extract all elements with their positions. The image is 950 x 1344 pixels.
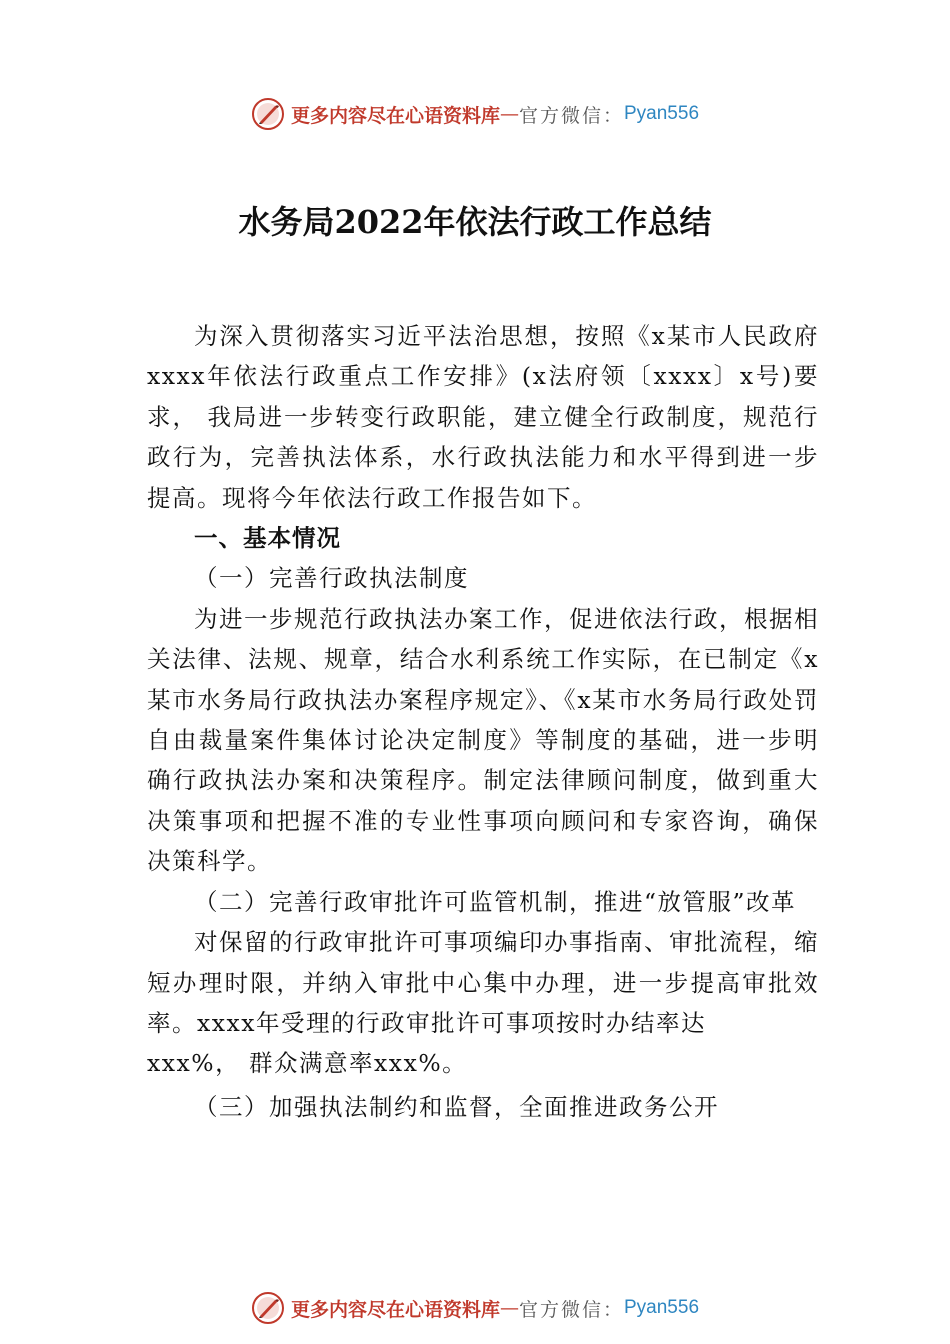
footer-watermark-banner xyxy=(0,1288,950,1328)
subsection-heading-2: （二）完善行政审批许可监管机制，推进“放管服”改革 xyxy=(194,887,797,916)
banner-wechat-id: Pyan556 xyxy=(624,1297,700,1318)
subsection-2-paragraph-cont: xxx%， 群众满意率xxx%。 xyxy=(147,1049,468,1078)
banner-wechat-id: Pyan556 xyxy=(624,103,700,124)
subsection-2-paragraph: 对保留的行政审批许可事项编印办事指南、审批流程，缩短办理时限，并纳入审批中心集中办理，进一步提高审批效率。xxxx年受理的行政审批许可事项按时办结率达 xyxy=(147,928,819,1037)
subsection-heading-3: （三）加强执法制约和监督，全面推进政务公开 xyxy=(194,1092,719,1121)
quill-pen-logo-icon xyxy=(251,97,285,131)
banner-dash: — xyxy=(499,1297,519,1319)
intro-paragraph: 为深入贯彻落实习近平法治思想，按照《x某市人民政府xxxx年依法行政重点工作安排》(x法府领〔xxxx〕x号)要求， 我局进一步转变行政职能，建立健全行政制度，规范行政行为，完善执法体系，水行政执法能力和水平得到进一步提高。现将今年依法行政工作报告如下。 xyxy=(147,322,819,512)
subsection-heading-1: （一）完善行政执法制度 xyxy=(194,564,469,593)
banner-lead-text: 更多内容尽在心语资料库 xyxy=(290,1298,500,1321)
banner-wechat-label: 官方微信： xyxy=(518,1298,624,1321)
document-title: 水务局2022年依法行政工作总结 xyxy=(238,203,712,241)
banner-lead-text: 更多内容尽在心语资料库 xyxy=(290,104,500,127)
subsection-1-paragraph: 为进一步规范行政执法办案工作，促进依法行政，根据相关法律、法规、规章，结合水利系统工作实际，在已制定《x某市水务局行政执法办案程序规定》、《x某市水务局行政处罚自由裁量案件集体讨论决定制度》等制度的基础，进一步明确行政执法办案和决策程序。制定法律顾问制度，做到重大决策事项和把握不准的专业性事项向顾问和专家咨询，确保决策科学。 xyxy=(147,604,819,876)
banner-dash: — xyxy=(499,103,519,125)
document-body xyxy=(147,316,819,1127)
quill-pen-logo-icon xyxy=(251,1291,285,1325)
section-heading-basic-situation: 一、基本情况 xyxy=(194,524,341,553)
banner-wechat-label: 官方微信： xyxy=(518,104,624,127)
header-watermark-banner xyxy=(0,94,950,134)
